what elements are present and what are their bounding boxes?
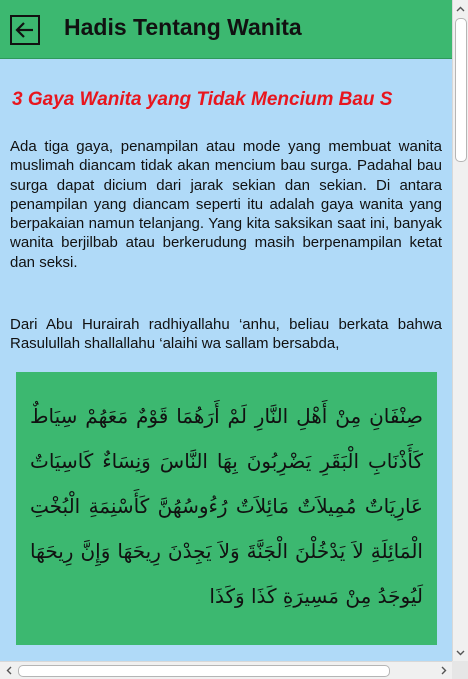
scroll-down-button[interactable] <box>453 644 468 661</box>
page-title: Hadis Tentang Wanita <box>64 14 302 40</box>
app-header <box>0 0 452 59</box>
chevron-up-icon <box>456 6 465 12</box>
chevron-left-icon <box>6 666 12 675</box>
vertical-scroll-thumb[interactable] <box>455 18 467 162</box>
scroll-up-button[interactable] <box>453 0 468 17</box>
horizontal-scrollbar[interactable] <box>0 661 452 679</box>
arrow-left-icon <box>15 21 35 39</box>
back-button[interactable] <box>10 15 40 45</box>
chevron-down-icon <box>456 650 465 656</box>
hadith-arabic-text: صِنْفَانِ مِنْ أَهْلِ النَّارِ لَمْ أَرَهُمَا قَوْمٌ مَعَهُمْ سِيَاطٌ كَأَذْنَابِ الْبَقَرِ يَضْرِبُونَ بِهَا النَّاسَ وَنِسَاءٌ كَاسِيَاتٌ عَارِيَاتٌ مُمِيلاَتٌ مَائِلاَتٌ رُءُوسُهُنَّ كَأَسْنِمَةِ الْبُخْتِ الْمَائِلَةِ لاَ يَدْخُلْنَ الْجَنَّةَ وَلاَ يَجِدْنَ رِيحَهَا وَإِنَّ رِيحَهَا لَيُوجَدُ مِنْ مَسِيرَةِ كَذَا وَكَذَا <box>30 404 423 608</box>
article-content[interactable] <box>0 59 452 661</box>
chevron-right-icon <box>441 666 447 675</box>
article-title: 3 Gaya Wanita yang Tidak Mencium Bau S <box>12 89 393 110</box>
hadith-arabic-box <box>16 372 437 645</box>
scroll-left-button[interactable] <box>0 662 17 679</box>
article-paragraph-2: Dari Abu Hurairah radhiyallahu ‘anhu, beliau berkata bahwa Rasulullah shallallahu ‘alaihi wa sallam bersabda, <box>10 316 442 353</box>
vertical-scrollbar[interactable] <box>452 0 468 661</box>
scrollbar-corner <box>452 661 468 679</box>
article-paragraph-1: Ada tiga gaya, penampilan atau mode yang membuat wanita muslimah diancam tidak akan mencium bau surga. Padahal bau surga dapat dicium dari jarak sekian dan sekian. Di antara penampilan yang diancam seperti itu adalah gaya wanita yang berpakaian namun telanjang. Yang kita saksikan saat ini, banyak wanita berjilbab atau berkerudung masih berpenampilan ketat dan seksi. <box>10 138 442 271</box>
scroll-right-button[interactable] <box>435 662 452 679</box>
horizontal-scroll-thumb[interactable] <box>18 665 390 677</box>
